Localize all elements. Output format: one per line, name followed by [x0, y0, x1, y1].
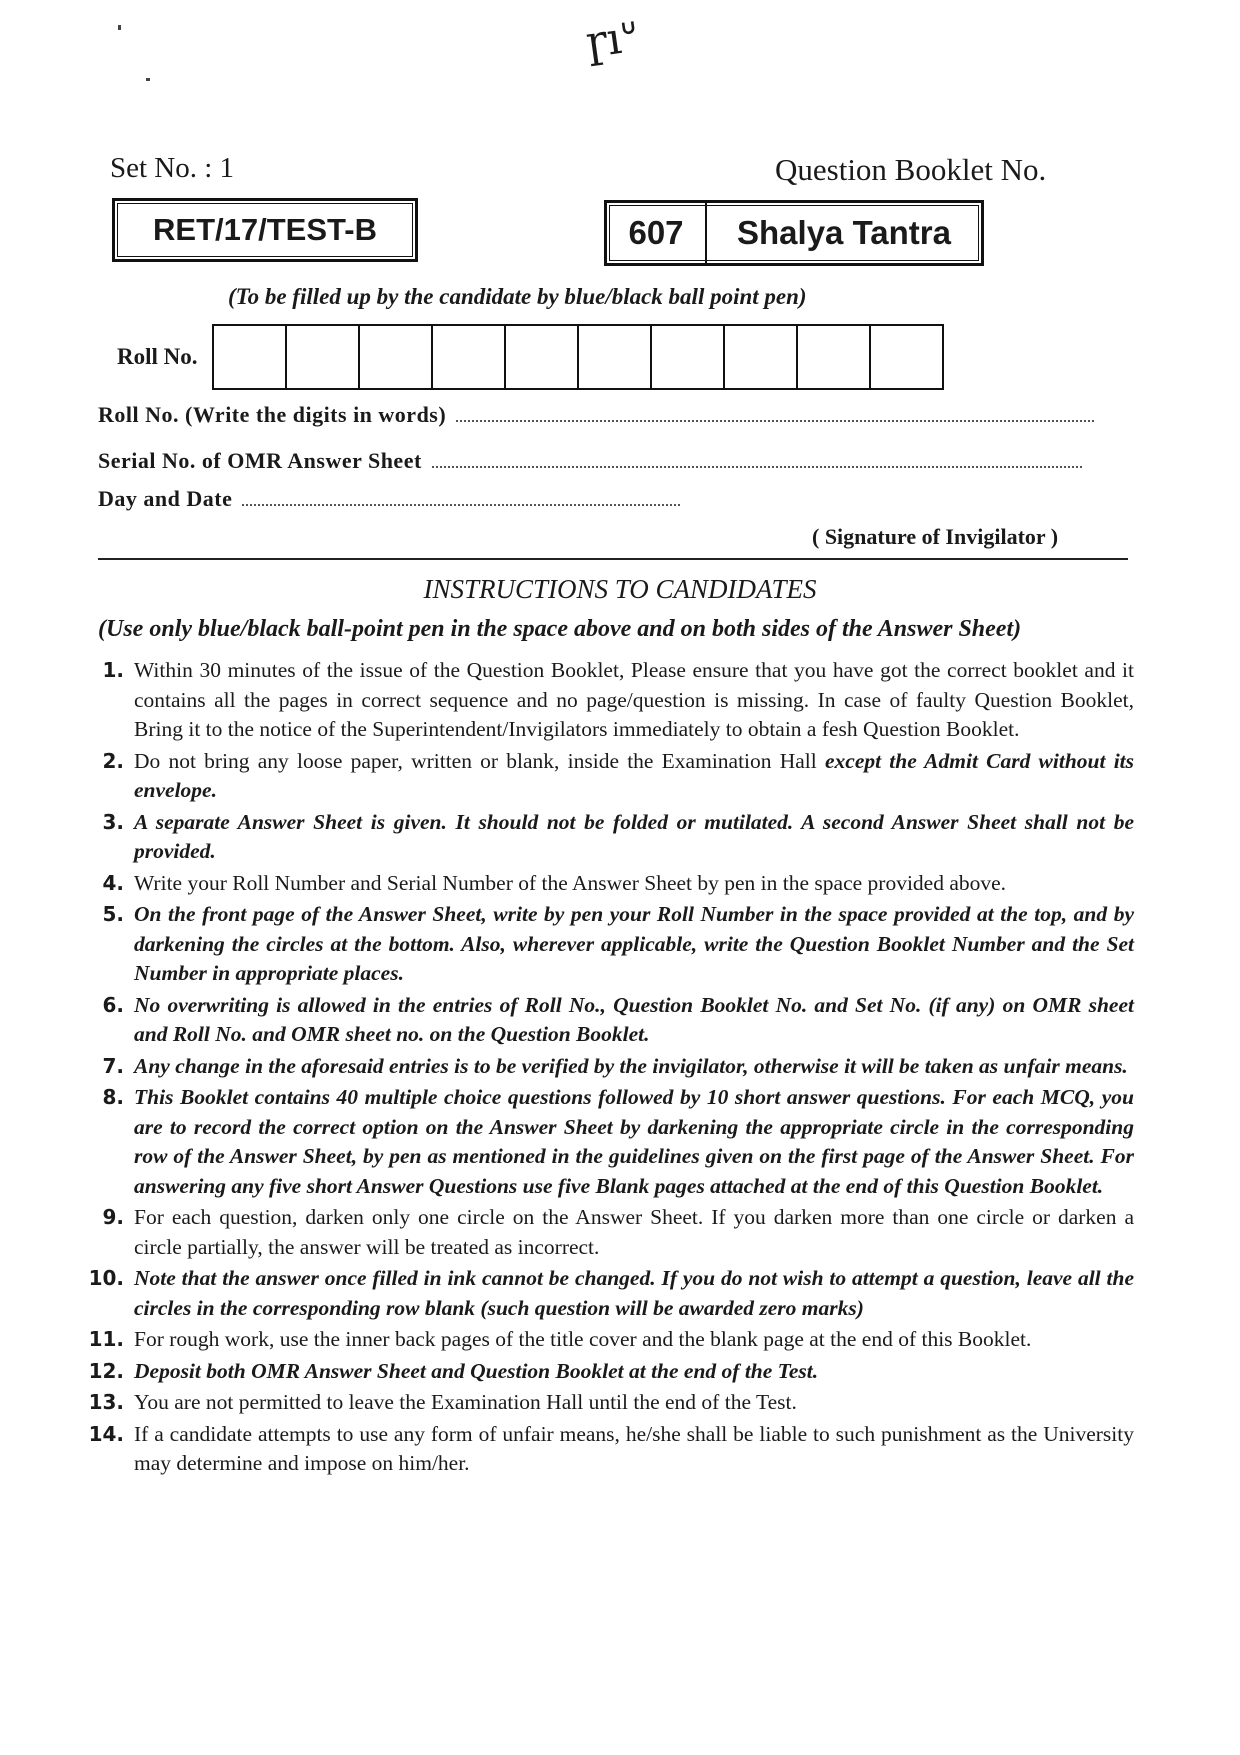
- day-date-field[interactable]: [98, 486, 680, 512]
- instruction-item: [86, 869, 1134, 899]
- test-code-box: RET/17/TEST-B: [112, 198, 418, 262]
- instruction-item: [86, 656, 1134, 745]
- instruction-emphasis-text: This Booklet contains 40 multiple choice questions followed by 10 short answer questions. For each MCQ, you are to record the correct option on the Answer Sheet by darkening the appropriate circle in the corresponding row of the Answer Sheet, by pen as mentioned in the guidelines given on the first page of the Answer Sheet. For answering any five short Answer Questions use five Blank pages attached at the end of this Question Booklet.: [134, 1085, 1134, 1198]
- instruction-text: [134, 1083, 1134, 1201]
- roll-no-label: Roll No.: [117, 344, 198, 369]
- instruction-number: 1.: [102, 658, 124, 682]
- instruction-item: [86, 808, 1134, 867]
- dotted-line: [432, 465, 1082, 468]
- divider: [98, 558, 1128, 560]
- instruction-emphasis-text: On the front page of the Answer Sheet, write by pen your Roll Number in the space provided at the top, and by darkening the circles at the bottom. Also, wherever applicable, write the Question Booklet Number and the Set Number in appropriate places.: [134, 902, 1134, 985]
- instruction-item: [86, 1325, 1134, 1355]
- instructions-list: [86, 656, 1134, 1481]
- roll-no-in-words-label: Roll No. (Write the digits in words): [98, 402, 447, 427]
- instruction-plain-text: For each question, darken only one circle on the Answer Sheet. If you darken more than one circle or darken a circle partially, the answer will be treated as incorrect.: [134, 1205, 1134, 1259]
- instruction-text: [134, 1388, 1134, 1418]
- instruction-item: [86, 1388, 1134, 1418]
- roll-no-digit-box[interactable]: [433, 326, 506, 388]
- instruction-text: [134, 991, 1134, 1050]
- instruction-number: 6.: [102, 992, 124, 1017]
- scan-speck: [118, 25, 121, 30]
- instruction-number: 2.: [102, 748, 124, 773]
- instruction-text: [134, 747, 1134, 806]
- instruction-number: 11.: [88, 1327, 124, 1351]
- roll-no-digit-box[interactable]: [725, 326, 798, 388]
- instruction-number: 9.: [102, 1205, 124, 1229]
- instruction-item: [86, 1203, 1134, 1262]
- instruction-text: [134, 900, 1134, 989]
- instruction-item: [86, 747, 1134, 806]
- instruction-item: [86, 1083, 1134, 1201]
- instruction-number: 5.: [102, 902, 124, 926]
- instruction-plain-text: You are not permitted to leave the Examination Hall until the end of the Test.: [134, 1390, 797, 1414]
- roll-no-digit-box[interactable]: [506, 326, 579, 388]
- instruction-number: 7.: [102, 1053, 124, 1078]
- instruction-number: 12.: [88, 1358, 124, 1383]
- fill-instruction-note: (To be filled up by the candidate by blue/black ball point pen): [228, 284, 807, 309]
- instructions-heading: INSTRUCTIONS TO CANDIDATES: [423, 574, 817, 604]
- instruction-text: [134, 1325, 1134, 1355]
- instruction-text: [134, 1420, 1134, 1479]
- omr-serial-label: Serial No. of OMR Answer Sheet: [98, 448, 422, 473]
- roll-no-digit-box[interactable]: [214, 326, 287, 388]
- instruction-number: 3.: [102, 809, 124, 834]
- omr-serial-field[interactable]: [98, 448, 1082, 474]
- instruction-item: [86, 900, 1134, 989]
- instructions-subheading: (Use only blue/black ball-point pen in the space above and on both sides of the Answer Sheet): [98, 616, 1022, 642]
- dotted-line: [242, 503, 680, 506]
- question-booklet-no-label: Question Booklet No.: [775, 152, 1047, 187]
- roll-no-digit-box[interactable]: [360, 326, 433, 388]
- instruction-plain-text: For rough work, use the inner back pages of the title cover and the blank page at the end of this Booklet.: [134, 1327, 1032, 1351]
- roll-no-digit-box[interactable]: [287, 326, 360, 388]
- instruction-number: 4.: [102, 870, 124, 895]
- subject-box: [604, 200, 984, 266]
- instruction-item: [86, 1052, 1134, 1082]
- invigilator-signature-label: ( Signature of Invigilator ): [812, 524, 1059, 549]
- instruction-number: 8.: [102, 1085, 124, 1109]
- instruction-item: [86, 991, 1134, 1050]
- handwritten-initials: ɼıᐡ: [582, 10, 642, 69]
- dotted-line: [456, 419, 1094, 422]
- instruction-plain-text: Within 30 minutes of the issue of the Question Booklet, Please ensure that you have got the correct booklet and it contains all the pages in correct sequence and no page/question is missing. In case of faulty Question Booklet, Bring it to the notice of the Superintendent/Invigilators immediately to obtain a fesh Question Booklet.: [134, 658, 1134, 741]
- instruction-text: [134, 1357, 1134, 1387]
- subject-name: Shalya Tantra: [737, 214, 951, 251]
- instruction-emphasis-text: except the Admit Card without its envelope.: [134, 748, 1135, 802]
- instruction-emphasis-text: No overwriting is allowed in the entries of Roll No., Question Booklet No. and Set No. (if any) on OMR sheet and Roll No. and OMR sheet no. on the Question Booklet.: [134, 992, 1134, 1046]
- instruction-emphasis-text: Note that the answer once filled in ink cannot be changed. If you do not wish to attempt a question, leave all the circles in the corresponding row blank (such question will be awarded zero marks): [134, 1266, 1134, 1320]
- instruction-text: [134, 1052, 1134, 1082]
- instruction-number: 10.: [88, 1266, 124, 1290]
- instruction-text: [134, 656, 1134, 745]
- instruction-emphasis-text: A separate Answer Sheet is given. It should not be folded or mutilated. A second Answer Sheet shall not be provided.: [134, 809, 1134, 863]
- roll-no-digit-box[interactable]: [652, 326, 725, 388]
- roll-no-in-words-field[interactable]: [98, 402, 1094, 428]
- instruction-text: [134, 1203, 1134, 1262]
- instruction-item: [86, 1420, 1134, 1479]
- instruction-emphasis-text: Deposit both OMR Answer Sheet and Question Booklet at the end of the Test.: [134, 1358, 819, 1383]
- instruction-item: [86, 1357, 1134, 1387]
- instruction-text: [134, 808, 1134, 867]
- subject-code: 607: [607, 203, 707, 263]
- instruction-plain-text: Do not bring any loose paper, written or blank, inside the Examination Hall: [134, 748, 817, 773]
- set-number: Set No. : 1: [110, 152, 235, 184]
- day-date-label: Day and Date: [98, 486, 233, 511]
- roll-no-boxes[interactable]: [212, 324, 944, 390]
- instruction-number: 13.: [88, 1390, 124, 1414]
- roll-no-digit-box[interactable]: [798, 326, 871, 388]
- instruction-item: [86, 1264, 1134, 1323]
- roll-no-digit-box[interactable]: [579, 326, 652, 388]
- instruction-text: [134, 1264, 1134, 1323]
- instruction-plain-text: If a candidate attempts to use any form of unfair means, he/she shall be liable to such punishment as the University may determine and impose on him/her.: [134, 1421, 1134, 1475]
- instruction-emphasis-text: Any change in the aforesaid entries is to be verified by the invigilator, otherwise it will be taken as unfair means.: [134, 1053, 1128, 1078]
- roll-no-digit-box[interactable]: [871, 326, 942, 388]
- instruction-plain-text: Write your Roll Number and Serial Number of the Answer Sheet by pen in the space provided above.: [134, 870, 1007, 895]
- instruction-number: 14.: [88, 1421, 124, 1446]
- scan-speck: [146, 78, 150, 81]
- instruction-text: [134, 869, 1134, 899]
